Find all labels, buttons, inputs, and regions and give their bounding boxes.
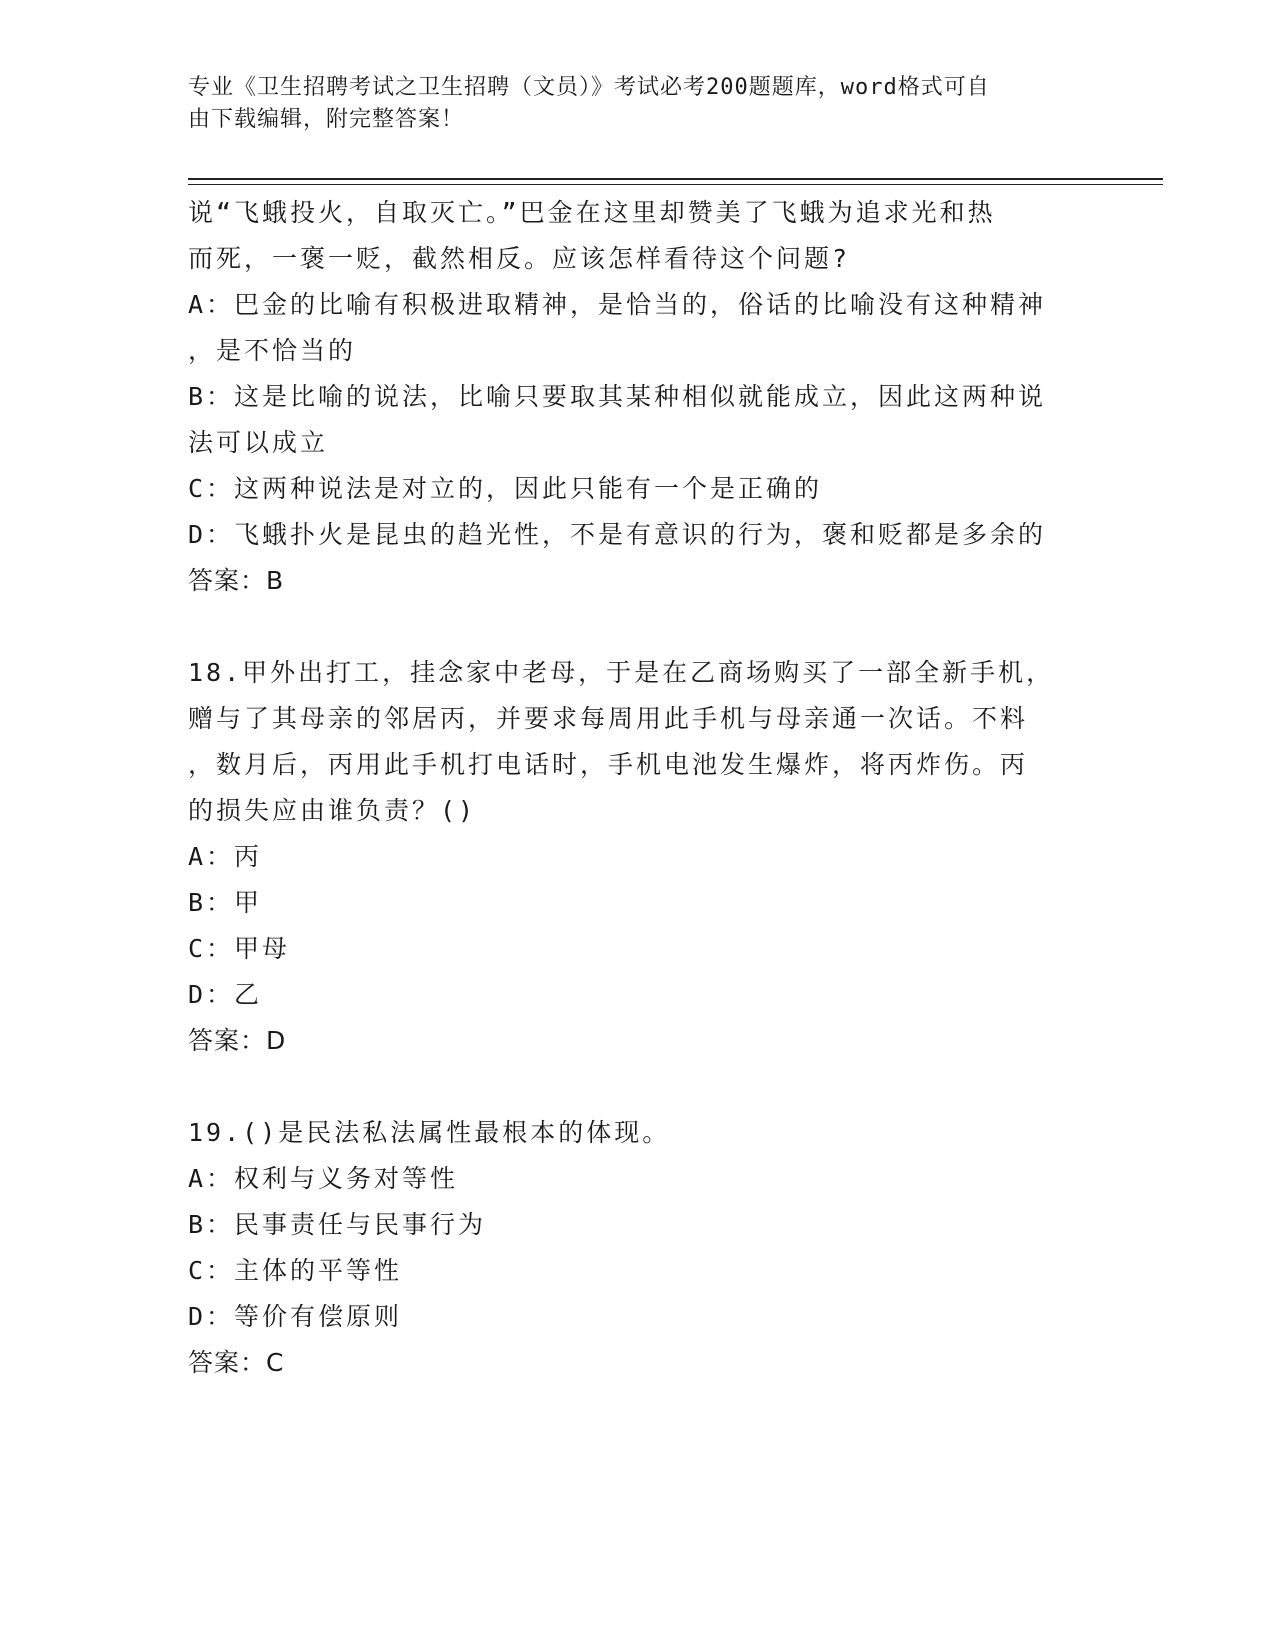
question-text-line: ，数月后，丙用此手机打电话时，手机电池发生爆炸，将丙炸伤。丙	[188, 750, 1029, 779]
header-divider-thick	[188, 178, 1163, 180]
question-text-line: 说“飞蛾投火，自取灭亡。”巴金在这里却赞美了飞蛾为追求光和热	[188, 198, 996, 227]
question-17	[188, 190, 1088, 604]
option-b: B：这是比喻的说法，比喻只要取其某种相似就能成立，因此这两种说	[188, 382, 1047, 411]
option-a: A：丙	[188, 842, 263, 871]
option-c: C：主体的平等性	[188, 1256, 403, 1285]
question-text-line: 的损失应由谁负责？()	[188, 796, 477, 825]
question-18	[188, 650, 1088, 1064]
spacer	[188, 604, 1088, 650]
option-b-continued: 法可以成立	[188, 428, 329, 457]
option-a: A：巴金的比喻有积极进取精神，是恰当的，俗话的比喻没有这种精神	[188, 290, 1047, 319]
option-b: B：甲	[188, 888, 263, 917]
option-c: C：甲母	[188, 934, 291, 963]
answer: 答案：C	[188, 1348, 285, 1377]
question-text-line: 18.甲外出打工，挂念家中老母，于是在乙商场购买了一部全新手机，	[188, 658, 1055, 687]
question-text-line: 赠与了其母亲的邻居丙，并要求每周用此手机与母亲通一次话。不料	[188, 704, 1029, 733]
question-19	[188, 1110, 1088, 1386]
question-list	[188, 190, 1088, 1386]
option-d: D：乙	[188, 980, 263, 1009]
answer: 答案：D	[188, 1026, 287, 1055]
header-line-2: 由下载编辑，附完整答案！	[188, 107, 465, 132]
page-header	[188, 72, 1068, 136]
question-text-line: 19.()是民法私法属性最根本的体现。	[188, 1118, 671, 1147]
option-d: D：飞蛾扑火是昆虫的趋光性，不是有意识的行为，褒和贬都是多余的	[188, 520, 1047, 549]
answer: 答案：B	[188, 566, 285, 595]
header-line-1: 专业《卫生招聘考试之卫生招聘（文员）》考试必考200题题库，word格式可自	[188, 75, 990, 100]
option-a-continued: ，是不恰当的	[188, 336, 357, 365]
option-b: B：民事责任与民事行为	[188, 1210, 487, 1239]
question-text-line: 而死，一褒一贬，截然相反。应该怎样看待这个问题?	[188, 244, 851, 273]
option-a: A：权利与义务对等性	[188, 1164, 459, 1193]
spacer	[188, 1064, 1088, 1110]
option-c: C：这两种说法是对立的，因此只能有一个是正确的	[188, 474, 823, 503]
header-divider-thin	[188, 184, 1163, 185]
option-d: D：等价有偿原则	[188, 1302, 403, 1331]
